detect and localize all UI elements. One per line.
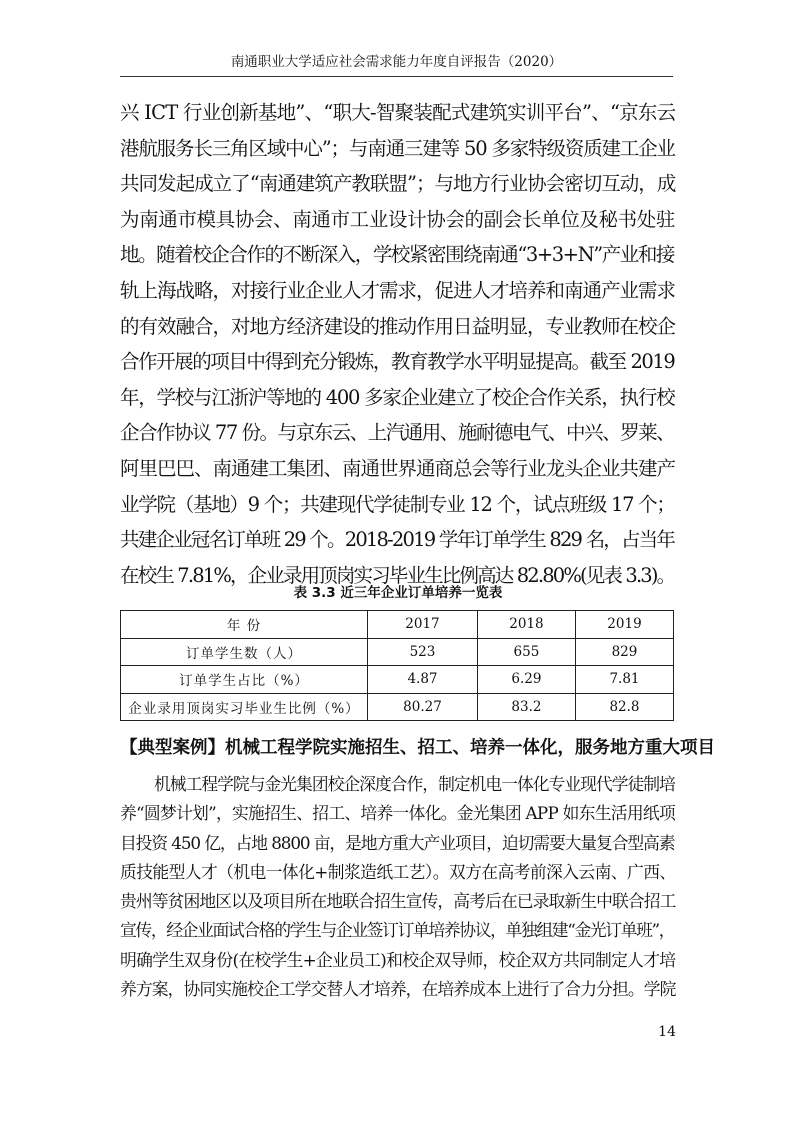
body-paragraph [120, 95, 676, 593]
case-line: 目投资 450 亿，占地 8800 亩，是地方重大产业项目，迫切需要大量复合型高素 [120, 832, 675, 853]
text-line: 年，学校与江浙沪等地的 400 多家企业建立了校企合作关系，执行校 [120, 385, 675, 409]
value-cell: 83.2 [477, 693, 575, 721]
text-line: 共建企业冠名订单班 29 个。2018-2019 学年订单学生 829 名，占当年 [120, 528, 675, 552]
year-cell: 2019 [575, 611, 673, 639]
year-cell: 2017 [368, 611, 478, 639]
table-row [121, 638, 674, 666]
case-line: 养方案，协同实施校企工学交替人才培养，在培养成本上进行了合力分担。学院 [120, 979, 676, 1000]
row-label-cell: 订单学生数（人） [121, 638, 368, 666]
text-line: 的有效融合，对地方经济建设的推动作用日益明显，专业教师在校企 [120, 314, 676, 338]
value-cell: 7.81 [575, 666, 673, 694]
case-line: 贵州等贫困地区以及项目所在地联合招生宣传，高考后在已录取新生中联合招工 [120, 891, 676, 912]
order-training-table [120, 610, 674, 721]
text-line: 为南通市模具协会、南通市工业设计协会的副会长单位及秘书处驻 [120, 207, 676, 231]
text-line: 合作开展的项目中得到充分锻炼，教育教学水平明显提高。截至 2019 [120, 350, 675, 374]
year-cell: 2018 [477, 611, 575, 639]
table-header-row [121, 611, 674, 639]
value-cell: 829 [575, 638, 673, 666]
value-cell: 655 [477, 638, 575, 666]
text-line: 兴 ICT 行业创新基地”、“职大-智聚装配式建筑实训平台”、“京东云 [120, 101, 676, 124]
text-line: 地。随着校企合作的不断深入，学校紧密围绕南通“3+3+N”产业和接 [120, 243, 674, 267]
text-line: 共同发起成立了“南通建筑产教联盟”；与地方行业协会密切互动，成 [120, 172, 676, 196]
case-line: 机械工程学院与金光集团校企深度合作，制定机电一体化专业现代学徒制培 [154, 774, 675, 794]
text-line: 轨上海战略，对接行业企业人才需求，促进人才培养和南通产业需求 [120, 278, 676, 302]
case-line: 质技能型人才（机电一体化+制浆造纸工艺）。双方在高考前深入云南、广西、 [120, 861, 676, 882]
header-label-cell: 年 份 [121, 611, 368, 639]
value-cell: 523 [368, 638, 478, 666]
table-row [121, 693, 674, 721]
case-line: 宣传，经企业面试合格的学生与企业签订订单培养协议，单独组建“金光订单班”， [120, 920, 675, 941]
value-cell: 4.87 [368, 666, 478, 694]
text-line: 企合作协议 77 份。与京东云、上汽通用、施耐德电气、中兴、罗莱、 [120, 421, 675, 445]
table-caption: 表 3.3 近三年企业订单培养一览表 [293, 585, 503, 601]
text-line: 业学院（基地）9 个；共建现代学徒制专业 12 个，试点班级 17 个； [120, 492, 675, 516]
text-line: 阿里巴巴、南通建工集团、南通世界通商总会等行业龙头企业共建产 [120, 456, 676, 480]
header-title: 南通职业大学适应社会需求能力年度自评报告（2020） [230, 54, 563, 70]
case-paragraph [120, 770, 676, 1004]
case-title: 【典型案例】机械工程学院实施招生、招工、培养一体化，服务地方重大项目 [120, 738, 715, 758]
page-header [120, 52, 673, 77]
value-cell: 80.27 [368, 693, 478, 721]
case-line: 明确学生双身份(在校学生+企业员工)和校企双导师，校企双方共同制定人才培 [120, 949, 676, 970]
value-cell: 6.29 [477, 666, 575, 694]
page-number: 14 [658, 1024, 676, 1040]
value-cell: 82.8 [575, 693, 673, 721]
case-line: 养“圆梦计划”，实施招生、招工、培养一体化。金光集团 APP 如东生活用纸项 [120, 803, 676, 824]
text-line: 在校生 7.81%，企业录用顶岗实习毕业生比例高达 82.80%(见表 3.3)。 [120, 563, 675, 587]
row-label-cell: 企业录用顶岗实习毕业生比例（%） [121, 693, 368, 721]
row-label-cell: 订单学生占比（%） [121, 666, 368, 694]
table-row [121, 666, 674, 694]
text-line: 港航服务长三角区域中心”；与南通三建等 50 多家特级资质建工企业 [120, 136, 675, 160]
